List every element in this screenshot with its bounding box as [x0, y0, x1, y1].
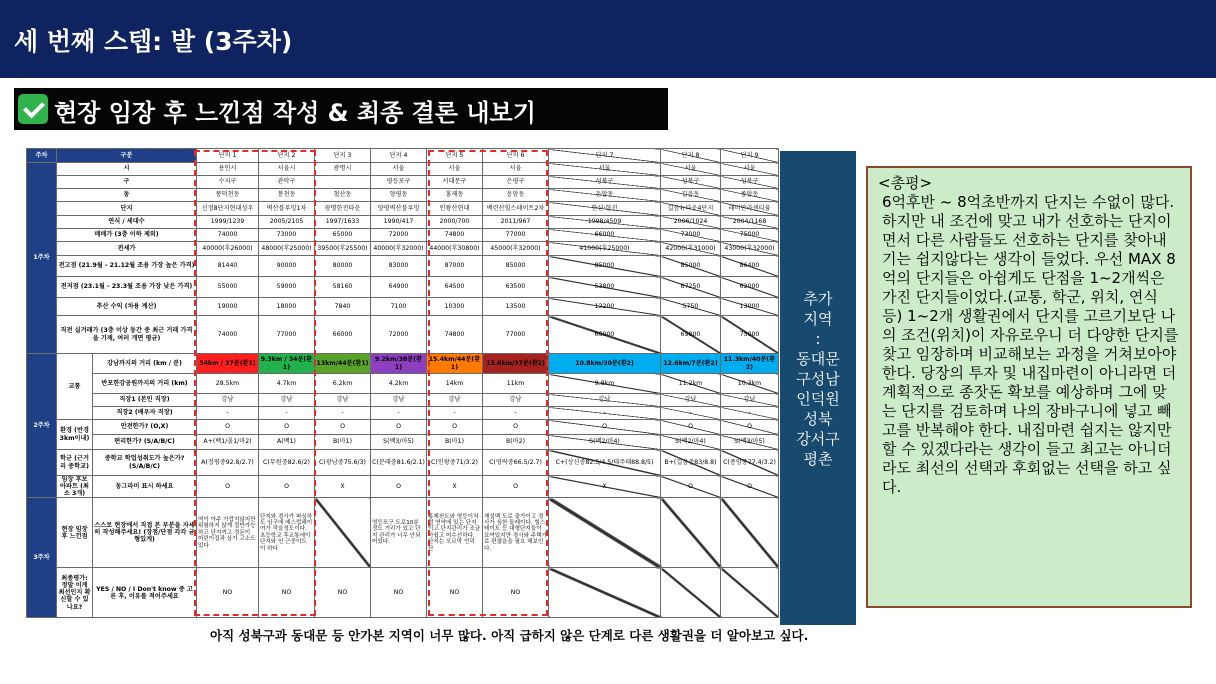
row-label: 동	[57, 189, 197, 202]
complex-4-impression: 영등포구 도로10분 정도 거리가 있고 단지 관리가 너무 안되어있다.	[371, 498, 427, 568]
complex-3-cell: B(마1)	[315, 435, 371, 450]
complex-header-9: 단지 9	[721, 149, 779, 163]
complex-6-cell: 응암동	[483, 189, 549, 202]
complex-9-cell: C(종암중77.4/3.2)	[721, 450, 779, 476]
row-label: 직장2 (배우자 직장)	[93, 407, 197, 420]
complex-6-cell: 서울	[483, 163, 549, 176]
row-label: 시	[57, 163, 197, 176]
complex-7-final	[549, 568, 661, 618]
complex-header-2: 단지 2	[259, 149, 315, 163]
spreadsheet-image	[26, 148, 858, 648]
complex-6-cell: C(영락중66.5/2.7)	[483, 450, 549, 476]
side-panel-line: 동대문	[796, 350, 840, 368]
complex-8-cell: 12.6km/7분(환2)	[661, 354, 721, 374]
complex-5-cell: 서울	[427, 163, 483, 176]
row-label: 매매가 (3층 이하 제외)	[57, 229, 197, 242]
complex-3-cell: 1997/1633	[315, 216, 371, 229]
complex-5-cell: 87000	[427, 256, 483, 277]
complex-6-cell: 85000	[483, 256, 549, 277]
complex-7-cell: X	[549, 476, 661, 498]
complex-6-cell: 11km	[483, 374, 549, 394]
row-label: 전세가	[57, 242, 197, 256]
side-panel-line: 인덕원	[796, 390, 840, 408]
complex-5-cell: 14km	[427, 374, 483, 394]
complex-1-cell: 74000	[197, 229, 259, 242]
complex-3-cell: X	[315, 476, 371, 498]
complex-5-cell: 10300	[427, 298, 483, 316]
complex-9-cell: 43000(후32000)	[721, 242, 779, 256]
complex-3-cell: 39500(후25500)	[315, 242, 371, 256]
complex-comparison-table	[26, 148, 779, 618]
complex-4-cell: 40000(후32000)	[371, 242, 427, 256]
row-label: 동그라미 표시 하세요	[93, 476, 197, 498]
row-label: 편리한가? (S/A/B/C)	[93, 435, 197, 450]
complex-3-final: NO	[315, 568, 371, 618]
complex-9-cell: 강남	[721, 394, 779, 407]
complex-9-cell: S(백3/마5)	[721, 435, 779, 450]
row-label: 강남까지의 거리 (km / 분)	[93, 354, 197, 374]
complex-8-cell: 성북구	[661, 176, 721, 189]
complex-2-cell: 2005/2105	[259, 216, 315, 229]
complex-7-cell: 1998/4509	[549, 216, 661, 229]
impression-question: 스스로 현장에서 직접 본 부분을 자세히 작성해주세요! (장점/단점 각각 균형있게)	[93, 498, 197, 568]
complex-8-cell: 강남	[661, 394, 721, 407]
complex-4-cell: 9.2km/38분(환1)	[371, 354, 427, 374]
complex-8-final	[661, 568, 721, 618]
complex-9-cell: 11.3km/40분(환2)	[721, 354, 779, 374]
complex-2-cell: 4.7km	[259, 374, 315, 394]
complex-6-final: NO	[483, 568, 549, 618]
complex-1-cell: O	[197, 420, 259, 435]
complex-8-cell: 2006/1024	[661, 216, 721, 229]
complex-3-cell: 65000	[315, 229, 371, 242]
complex-5-cell: 15.4km/44분(환1)	[427, 354, 483, 374]
complex-header-8: 단지 8	[661, 149, 721, 163]
complex-4-cell: 72000	[371, 229, 427, 242]
complex-6-cell: 13.6km/37분(환2)	[483, 354, 549, 374]
complex-9-impression	[721, 498, 779, 568]
complex-1-cell: 19000	[197, 298, 259, 316]
title-bar	[0, 0, 1216, 78]
complex-7-cell: 41000(후25000)	[549, 242, 661, 256]
complex-5-cell: 2000/700	[427, 216, 483, 229]
week-1-label: 1주차	[27, 163, 57, 354]
side-panel-line: 성북	[803, 410, 833, 428]
complex-3-cell: 7840	[315, 298, 371, 316]
complex-1-cell: A+(백1/몰1/마2)	[197, 435, 259, 450]
complex-3-impression	[315, 498, 371, 568]
complex-2-cell: 강남	[259, 394, 315, 407]
complex-2-cell: O	[259, 420, 315, 435]
complex-7-cell: 66000	[549, 316, 661, 354]
complex-1-cell: 1999/1239	[197, 216, 259, 229]
complex-9-cell: -	[721, 407, 779, 420]
row-label: 연식 / 세대수	[57, 216, 197, 229]
complex-7-cell: 53800	[549, 277, 661, 298]
candidate-apartment-label: 임장 후보 아파트 (최소 3개)	[57, 476, 93, 498]
complex-2-cell: 봉천동	[259, 189, 315, 202]
row-label: 구	[57, 176, 197, 189]
complex-4-cell: 72000	[371, 316, 427, 354]
complex-2-cell: O	[259, 476, 315, 498]
complex-6-cell: 45000(후32000)	[483, 242, 549, 256]
row-label: 중학교 학업성취도가 높은가? (S/A/B/C)	[93, 450, 197, 476]
complex-4-final: NO	[371, 568, 427, 618]
complex-1-cell: 강남	[197, 394, 259, 407]
complex-3-cell: 강남	[315, 394, 371, 407]
complex-8-cell: 67250	[661, 277, 721, 298]
complex-2-cell: 9.3km / 34분(환1)	[259, 354, 315, 374]
complex-3-cell: O	[315, 420, 371, 435]
complex-5-cell: 홍제동	[427, 189, 483, 202]
summary-body: 6억후반 ~ 8억초반까지 단지는 수없이 많다. 하지만 내 조건에 맞고 내가 선호하는 단지이면서 다른 사람들도 선호하는 단지를 찾아내기는 쉽지않다는 생각이 들었다. 우선 MAX 8억의 단지들은 아쉽게도 단점을 1~2개씩은 가진 단지들이었다.(교통, 학군, 위치, 연식 등) 1~2개 생활권에서 단지를 고르기보단 나의 조건(위치)이 자유로우니 더 다양한 단지를 찾고 임장하며 비교해보는 과정을 거쳐보아야 한다. 당장의 투자 및 내집마련이 아니라면 더 계획적으로 종잣돈 확보를 예상하며 그에 맞는 단지를 검토하며 나의 장바구니에 넣고 빼고를 반복해야 한다. 내집마련 쉽지는 않지만 할 수 있겠다라는 생각이 들고 최고는 아니더라도 최선의 선택과 후회없는 선택을 하고 싶다.	[882, 193, 1179, 496]
complex-2-cell: 77000	[259, 316, 315, 354]
complex-6-cell: -	[483, 407, 549, 420]
complex-5-cell: 인왕산현대	[427, 202, 483, 216]
complex-6-impression: 재설백 도로 출가이고 경사가 심한 둘레이다. 힐스테이트 등 대형단지들이 묘여있지만 경사와 주택가로 편찮을을 필요 해보인다.	[483, 498, 549, 568]
header-week: 주차	[27, 149, 57, 163]
complex-3-cell: 13km/44분(환1)	[315, 354, 371, 374]
complex-7-cell: 85000	[549, 256, 661, 277]
complex-3-cell: C(광남중75.6/3)	[315, 450, 371, 476]
row-label: 전저점 (23.1월 - 23.3월 조용 가장 낮은 가격)	[57, 277, 197, 298]
subtitle-text: 현장 임장 후 느낀점 작성 & 최종 결론 내보기	[54, 99, 536, 127]
complex-5-cell: 74800	[427, 316, 483, 354]
complex-4-cell: 1990/417	[371, 216, 427, 229]
complex-7-cell: 한신·한진	[549, 202, 661, 216]
complex-2-impression: 단지와 경사가 파심하도 임구에 예스럽해이여가 작을정도이다. 초등학교 후교통에이 단지와 인 근중이도 이 하다	[259, 498, 315, 568]
complex-6-cell: 77000	[483, 316, 549, 354]
complex-7-cell: 10.8km/30분(환2)	[549, 354, 661, 374]
week-3-label: 3주차	[27, 498, 57, 618]
complex-7-impression	[549, 498, 661, 568]
complex-5-cell: C(인왕중71/3.2)	[427, 450, 483, 476]
complex-6-cell: 77000	[483, 229, 549, 242]
complex-5-cell: 64500	[427, 277, 483, 298]
impression-label: 현장 임장 후 느낀점	[57, 498, 93, 568]
complex-8-cell: 5750	[661, 298, 721, 316]
complex-4-cell: 영등포구	[371, 176, 427, 189]
complex-1-cell: A(정평중92.8/2.7)	[197, 450, 259, 476]
complex-9-cell: 10.3km	[721, 374, 779, 394]
complex-8-cell: O	[661, 420, 721, 435]
complex-3-cell: 80000	[315, 256, 371, 277]
complex-header-6: 단지 6	[483, 149, 549, 163]
complex-8-cell: O	[661, 476, 721, 498]
complex-9-cell: 서울	[721, 163, 779, 176]
row-label: 안전한가? (O,X)	[93, 420, 197, 435]
complex-4-cell: 양평동	[371, 189, 427, 202]
complex-3-cell: 6.2km	[315, 374, 371, 394]
complex-2-cell: -	[259, 407, 315, 420]
additional-regions-panel	[780, 151, 856, 625]
complex-9-cell: 종암동	[721, 189, 779, 202]
complex-1-impression: 역이 아주 가깝지않지만 위험하지 않게 절반가능하고 단지끼고 정돈이 어린이집과 상가 고소도 있다	[197, 498, 259, 568]
complex-2-final: NO	[259, 568, 315, 618]
complex-3-cell: 66000	[315, 316, 371, 354]
complex-header-4: 단지 4	[371, 149, 427, 163]
complex-8-cell: 길음동	[661, 189, 721, 202]
complex-2-cell: 90000	[259, 256, 315, 277]
side-panel-line: 지역	[803, 310, 833, 328]
complex-8-cell: 73000	[661, 229, 721, 242]
complex-1-cell: 40000(후26000)	[197, 242, 259, 256]
complex-7-cell: 돈암동	[549, 189, 661, 202]
complex-2-cell: 서울시	[259, 163, 315, 176]
complex-3-cell: 광명한진타운	[315, 202, 371, 216]
complex-6-cell: O	[483, 476, 549, 498]
complex-1-cell: 81440	[197, 256, 259, 277]
complex-1-cell: 용인시	[197, 163, 259, 176]
complex-5-cell: O	[427, 420, 483, 435]
complex-5-final: NO	[427, 568, 483, 618]
complex-8-cell: -	[661, 407, 721, 420]
complex-4-cell: -	[371, 407, 427, 420]
complex-header-7: 단지 7	[549, 149, 661, 163]
complex-9-cell: 75000	[721, 316, 779, 354]
complex-6-cell: 백련산힐스테이트2차	[483, 202, 549, 216]
complex-1-final: NO	[197, 568, 259, 618]
page-title: 세 번째 스텝: 발 (3주차)	[14, 27, 293, 56]
row-label: 전고점 (21.9월 - 21.12월 조용 가장 높은 가격)	[57, 256, 197, 277]
complex-1-cell: 55000	[197, 277, 259, 298]
complex-3-cell: 광명시	[315, 163, 371, 176]
complex-6-cell: 강남	[483, 394, 549, 407]
complex-9-cell: 62000	[721, 277, 779, 298]
row-label: 직전 실거래가 (3층 이상 동간 중 최근 거래 가격을 기재, 여러 개면 평균)	[57, 316, 197, 354]
final-evaluation-question: YES / NO / I Don't know 중 고른 후, 이유를 적어주세요	[93, 568, 197, 618]
side-panel-line: 평촌	[803, 450, 833, 468]
complex-8-cell: B+(길음중83/8.8)	[661, 450, 721, 476]
complex-7-cell: O	[549, 420, 661, 435]
side-panel-line: 추가	[803, 290, 833, 308]
header-category: 구분	[57, 149, 197, 163]
complex-1-cell: 신정8단지현대성우	[197, 202, 259, 216]
complex-1-cell: 34km / 37분(환1)	[197, 354, 259, 374]
complex-4-cell: 양평벽산블루밍	[371, 202, 427, 216]
row-label: 반포한강공원까지의 거리 (km)	[93, 374, 197, 394]
environment-label: 환경 (반경 3km이내)	[57, 420, 93, 450]
check-mark-icon	[18, 94, 48, 124]
complex-8-cell: 42000(후31000)	[661, 242, 721, 256]
complex-8-impression	[661, 498, 721, 568]
complex-4-cell: C(문래중81.6/2.1)	[371, 450, 427, 476]
row-label: 직장1 (본인 직장)	[93, 394, 197, 407]
complex-6-cell: 2011/967	[483, 216, 549, 229]
complex-9-cell: 75000	[721, 229, 779, 242]
complex-8-cell: 서울	[661, 163, 721, 176]
complex-8-cell: 69800	[661, 316, 721, 354]
complex-4-cell: 7100	[371, 298, 427, 316]
complex-4-cell: 4.2km	[371, 374, 427, 394]
complex-9-cell: 13000	[721, 298, 779, 316]
complex-5-cell: 74800	[427, 229, 483, 242]
row-label: 단지	[57, 202, 197, 216]
final-evaluation-label: 최종평가: 정말 이게 최선인지 확신할 수 있나요?	[57, 568, 93, 618]
complex-7-cell: 9.8km	[549, 374, 661, 394]
complex-5-cell: 44000(후30800)	[427, 242, 483, 256]
complex-header-1: 단지 1	[197, 149, 259, 163]
complex-2-cell: 73000	[259, 229, 315, 242]
complex-5-cell: B(마1)	[427, 435, 483, 450]
complex-2-cell: C(무원중82.6/2)	[259, 450, 315, 476]
side-panel-line: :	[815, 330, 821, 348]
row-label: 추산 수익 (차용 계산)	[57, 298, 197, 316]
side-panel-line: 강서구	[796, 430, 840, 448]
complex-4-cell: O	[371, 476, 427, 498]
complex-5-impression: 홍제천도와 영등이처럼 연약에 있는 단지이고 단지관리가 조금 아쉽고 어수선하다. 단지는 오르막 언덕 산	[427, 498, 483, 568]
traffic-label: 교통	[57, 354, 93, 420]
complex-7-cell: S(백2/마4)	[549, 435, 661, 450]
complex-9-cell: 2004/1168	[721, 216, 779, 229]
complex-8-cell: 길음뉴타운4단지	[661, 202, 721, 216]
complex-3-cell: -	[315, 407, 371, 420]
complex-4-cell: S(백3/마5)	[371, 435, 427, 450]
complex-6-cell: 63500	[483, 277, 549, 298]
complex-9-cell: 래미안라센티움	[721, 202, 779, 216]
complex-4-cell: 강남	[371, 394, 427, 407]
complex-7-cell: 강남	[549, 394, 661, 407]
week-2-label: 2주차	[27, 354, 57, 498]
complex-4-cell: O	[371, 420, 427, 435]
complex-9-cell: O	[721, 476, 779, 498]
complex-3-cell: 58160	[315, 277, 371, 298]
complex-2-cell: 18000	[259, 298, 315, 316]
complex-5-cell: 강남	[427, 394, 483, 407]
complex-5-cell: 서대문구	[427, 176, 483, 189]
complex-7-cell: 성북구	[549, 176, 661, 189]
complex-1-cell: 풍덕천동	[197, 189, 259, 202]
bottom-note: 아직 성북구과 동대문 등 안가본 지역이 너무 많다. 아직 급하지 않은 단계로 다른 생활권을 더 알아보고 싶다.	[210, 628, 809, 643]
complex-6-cell: B(마2)	[483, 435, 549, 450]
complex-2-cell: 벽산블루밍1차	[259, 202, 315, 216]
subtitle-bar	[14, 88, 668, 130]
complex-7-cell: C+(상신중82.5/4.5/태주태88.8/5)	[549, 450, 661, 476]
complex-6-cell: 은평구	[483, 176, 549, 189]
complex-9-final	[721, 568, 779, 618]
complex-7-cell: 서울	[549, 163, 661, 176]
complex-8-cell: S(백2/마4)	[661, 435, 721, 450]
summary-heading: <총평>	[878, 174, 933, 192]
complex-2-cell: 59000	[259, 277, 315, 298]
complex-2-cell: 관악구	[259, 176, 315, 189]
side-panel-line: 구성남	[796, 370, 840, 388]
complex-2-cell: 48000(후25000)	[259, 242, 315, 256]
complex-9-cell: 성북구	[721, 176, 779, 189]
school-label: 학군 (근거리 중학교)	[57, 450, 93, 476]
complex-8-cell: 85000	[661, 256, 721, 277]
complex-9-cell: O	[721, 420, 779, 435]
complex-1-cell: 74000	[197, 316, 259, 354]
complex-7-cell: 12200	[549, 298, 661, 316]
complex-7-cell: 66000	[549, 229, 661, 242]
complex-1-cell: -	[197, 407, 259, 420]
complex-8-cell: 11.2km	[661, 374, 721, 394]
complex-1-cell: 수지구	[197, 176, 259, 189]
complex-3-cell: 철산동	[315, 189, 371, 202]
summary-box	[866, 166, 1192, 608]
complex-4-cell: 83000	[371, 256, 427, 277]
complex-header-3: 단지 3	[315, 149, 371, 163]
complex-6-cell: O	[483, 420, 549, 435]
complex-9-cell: 86400	[721, 256, 779, 277]
complex-1-cell: O	[197, 476, 259, 498]
complex-4-cell: 서울	[371, 163, 427, 176]
complex-7-cell: -	[549, 407, 661, 420]
complex-1-cell: 28.5km	[197, 374, 259, 394]
complex-2-cell: A(백1)	[259, 435, 315, 450]
complex-5-cell: X	[427, 476, 483, 498]
complex-5-cell: -	[427, 407, 483, 420]
complex-4-cell: 64900	[371, 277, 427, 298]
complex-6-cell: 13500	[483, 298, 549, 316]
complex-header-5: 단지 5	[427, 149, 483, 163]
complex-3-cell	[315, 176, 371, 189]
